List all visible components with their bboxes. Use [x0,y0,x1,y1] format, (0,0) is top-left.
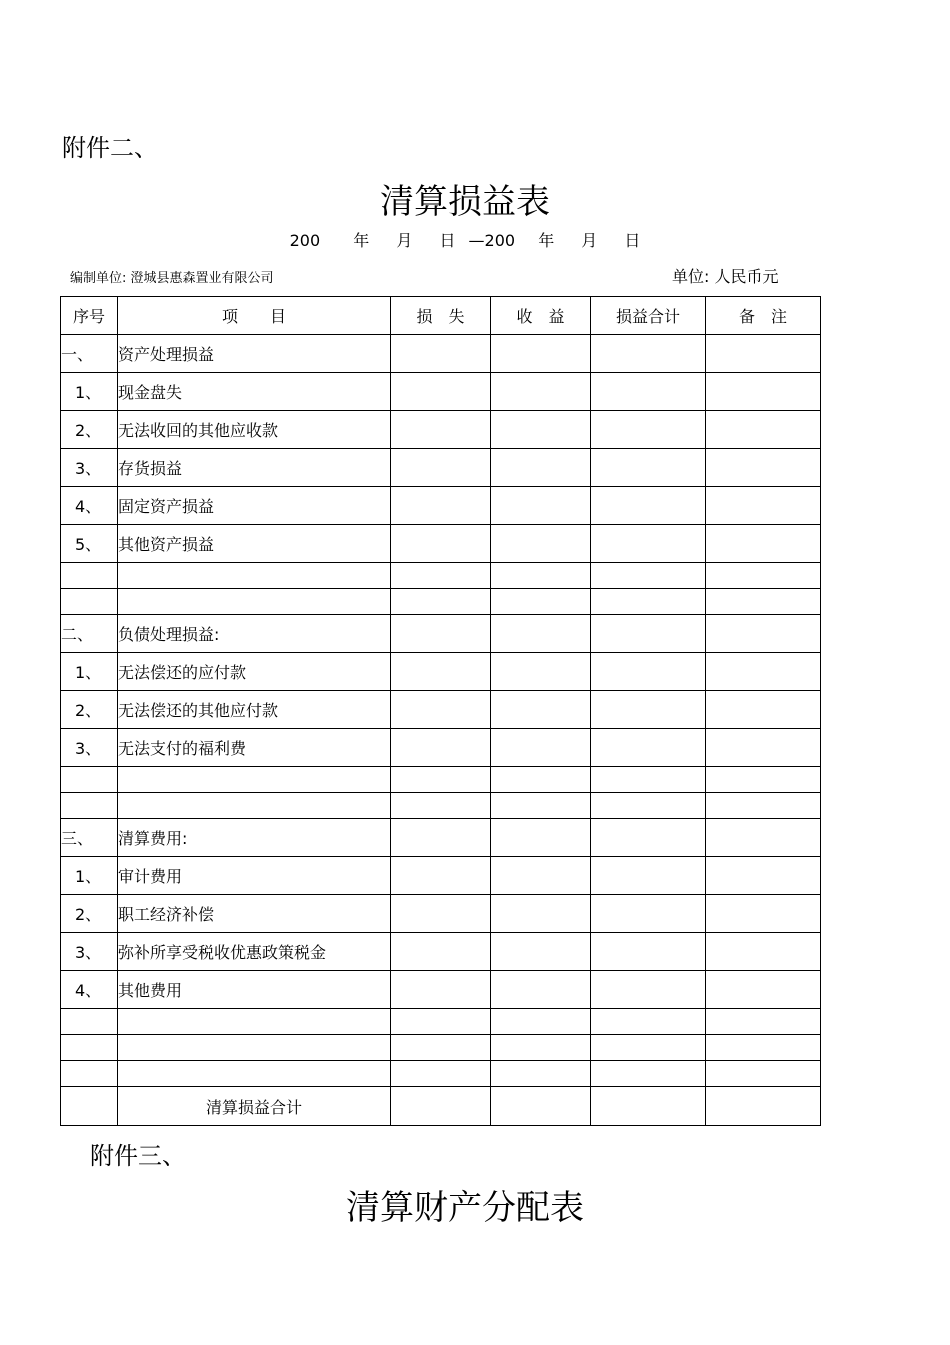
row-no: 二、 [61,615,118,653]
net-cell [591,1035,706,1061]
net-cell [591,449,706,487]
loss-cell [391,691,491,729]
total-net-cell [591,1087,706,1126]
period-start-year-label: 年 [353,231,370,250]
col-header-no: 序号 [61,297,118,335]
net-cell [591,895,706,933]
table-row [61,525,821,563]
row-item [118,589,391,615]
remark-cell [706,857,821,895]
gain-cell [491,767,591,793]
net-cell [591,589,706,615]
loss-cell [391,895,491,933]
loss-cell [391,971,491,1009]
table-row [61,615,821,653]
net-cell [591,653,706,691]
table-row [61,819,821,857]
remark-cell [706,1035,821,1061]
remark-cell [706,895,821,933]
gain-cell [491,895,591,933]
net-cell [591,373,706,411]
gain-cell [491,487,591,525]
net-cell [591,487,706,525]
row-item: 其他资产损益 [118,525,391,563]
table-row-empty [61,1009,821,1035]
loss-cell [391,933,491,971]
loss-cell [391,1035,491,1061]
net-cell [591,1061,706,1087]
row-no: 1、 [61,653,118,691]
row-item [118,1061,391,1087]
table-row [61,895,821,933]
loss-cell [391,487,491,525]
remark-cell [706,653,821,691]
row-item: 无法偿还的应付款 [118,653,391,691]
net-cell [591,615,706,653]
gain-cell [491,525,591,563]
remark-cell [706,729,821,767]
net-cell [591,793,706,819]
annex-3-label: 附件三、 [90,1142,186,1170]
remark-cell [706,691,821,729]
loss-cell [391,563,491,589]
remark-cell [706,589,821,615]
row-item [118,1035,391,1061]
row-no: 3、 [61,933,118,971]
total-row [61,1087,821,1126]
row-no [61,589,118,615]
annex-2-label: 附件二、 [62,134,158,162]
row-no [61,1035,118,1061]
period-start-day-label: 日 [439,231,456,250]
row-no [61,1009,118,1035]
period-end-year: 200 [484,231,516,250]
gain-cell [491,373,591,411]
table-row-empty [61,767,821,793]
row-item: 负债处理损益: [118,615,391,653]
gain-cell [491,971,591,1009]
remark-cell [706,1009,821,1035]
loss-cell [391,411,491,449]
row-item: 存货损益 [118,449,391,487]
gain-cell [491,793,591,819]
income-statement-title: 清算损益表 [380,182,550,222]
remark-cell [706,563,821,589]
period-end-year-label: 年 [538,231,555,250]
net-cell [591,563,706,589]
gain-cell [491,1035,591,1061]
row-item [118,767,391,793]
period-line [0,228,930,251]
row-item: 固定资产损益 [118,487,391,525]
net-cell [591,767,706,793]
table-row [61,653,821,691]
net-cell [591,411,706,449]
row-no: 2、 [61,411,118,449]
gain-cell [491,1009,591,1035]
row-item: 其他费用 [118,971,391,1009]
row-item [118,793,391,819]
remark-cell [706,615,821,653]
net-cell [591,971,706,1009]
total-remark-cell [706,1087,821,1126]
total-gain-cell [491,1087,591,1126]
period-end-day-label: 日 [624,231,641,250]
gain-cell [491,335,591,373]
loss-cell [391,653,491,691]
row-no [61,767,118,793]
table-row [61,335,821,373]
table-row-empty [61,1061,821,1087]
preparer-unit: 编制单位: 澄城县惠森置业有限公司 [70,271,274,286]
row-item [118,563,391,589]
net-cell [591,933,706,971]
table-row [61,729,821,767]
gain-cell [491,653,591,691]
remark-cell [706,449,821,487]
gain-cell [491,563,591,589]
table-row-empty [61,793,821,819]
remark-cell [706,793,821,819]
table-row [61,691,821,729]
period-start-month-label: 月 [396,231,413,250]
table-row-empty [61,563,821,589]
table-row [61,487,821,525]
remark-cell [706,767,821,793]
row-item: 无法支付的福利费 [118,729,391,767]
row-item: 弥补所享受税收优惠政策税金 [118,933,391,971]
loss-cell [391,793,491,819]
net-cell [591,691,706,729]
gain-cell [491,729,591,767]
loss-cell [391,525,491,563]
net-cell [591,1009,706,1035]
total-label: 清算损益合计 [118,1087,391,1126]
row-no: 4、 [61,971,118,1009]
row-no: 1、 [61,373,118,411]
loss-cell [391,449,491,487]
table-row [61,933,821,971]
row-item: 审计费用 [118,857,391,895]
table-row [61,411,821,449]
net-cell [591,335,706,373]
loss-cell [391,373,491,411]
loss-cell [391,589,491,615]
net-cell [591,729,706,767]
col-header-item: 项 目 [118,297,391,335]
currency-unit: 单位: 人民币元 [672,267,779,286]
row-item: 现金盘失 [118,373,391,411]
row-no: 3、 [61,449,118,487]
gain-cell [491,933,591,971]
loss-cell [391,615,491,653]
gain-cell [491,1061,591,1087]
table-row [61,449,821,487]
period-dash: — [468,231,485,250]
row-item: 资产处理损益 [118,335,391,373]
col-header-remark: 备 注 [706,297,821,335]
income-statement-table [60,296,821,1126]
row-no: 3、 [61,729,118,767]
col-header-net: 损益合计 [591,297,706,335]
row-no [61,563,118,589]
col-header-gain: 收 益 [491,297,591,335]
total-no-cell [61,1087,118,1126]
row-item: 无法收回的其他应收款 [118,411,391,449]
remark-cell [706,411,821,449]
table-row [61,971,821,1009]
loss-cell [391,819,491,857]
net-cell [591,819,706,857]
table-header-row [61,297,821,335]
total-loss-cell [391,1087,491,1126]
remark-cell [706,971,821,1009]
table-row-empty [61,589,821,615]
loss-cell [391,767,491,793]
row-no: 一、 [61,335,118,373]
remark-cell [706,335,821,373]
loss-cell [391,1061,491,1087]
row-no: 2、 [61,691,118,729]
gain-cell [491,691,591,729]
net-cell [591,525,706,563]
remark-cell [706,1061,821,1087]
row-no: 4、 [61,487,118,525]
period-start-year: 200 [289,231,321,250]
remark-cell [706,933,821,971]
table-row [61,857,821,895]
row-no: 三、 [61,819,118,857]
gain-cell [491,615,591,653]
remark-cell [706,525,821,563]
col-header-loss: 损 失 [391,297,491,335]
row-item: 无法偿还的其他应付款 [118,691,391,729]
remark-cell [706,487,821,525]
row-item: 清算费用: [118,819,391,857]
row-item: 职工经济补偿 [118,895,391,933]
net-cell [591,857,706,895]
property-distribution-title: 清算财产分配表 [346,1188,584,1228]
loss-cell [391,729,491,767]
row-no: 1、 [61,857,118,895]
table-row-empty [61,1035,821,1061]
remark-cell [706,373,821,411]
row-no [61,793,118,819]
row-no: 2、 [61,895,118,933]
gain-cell [491,449,591,487]
row-no: 5、 [61,525,118,563]
table-row [61,373,821,411]
gain-cell [491,411,591,449]
loss-cell [391,857,491,895]
loss-cell [391,335,491,373]
period-end-month-label: 月 [581,231,598,250]
row-item [118,1009,391,1035]
loss-cell [391,1009,491,1035]
gain-cell [491,589,591,615]
gain-cell [491,857,591,895]
remark-cell [706,819,821,857]
row-no [61,1061,118,1087]
gain-cell [491,819,591,857]
